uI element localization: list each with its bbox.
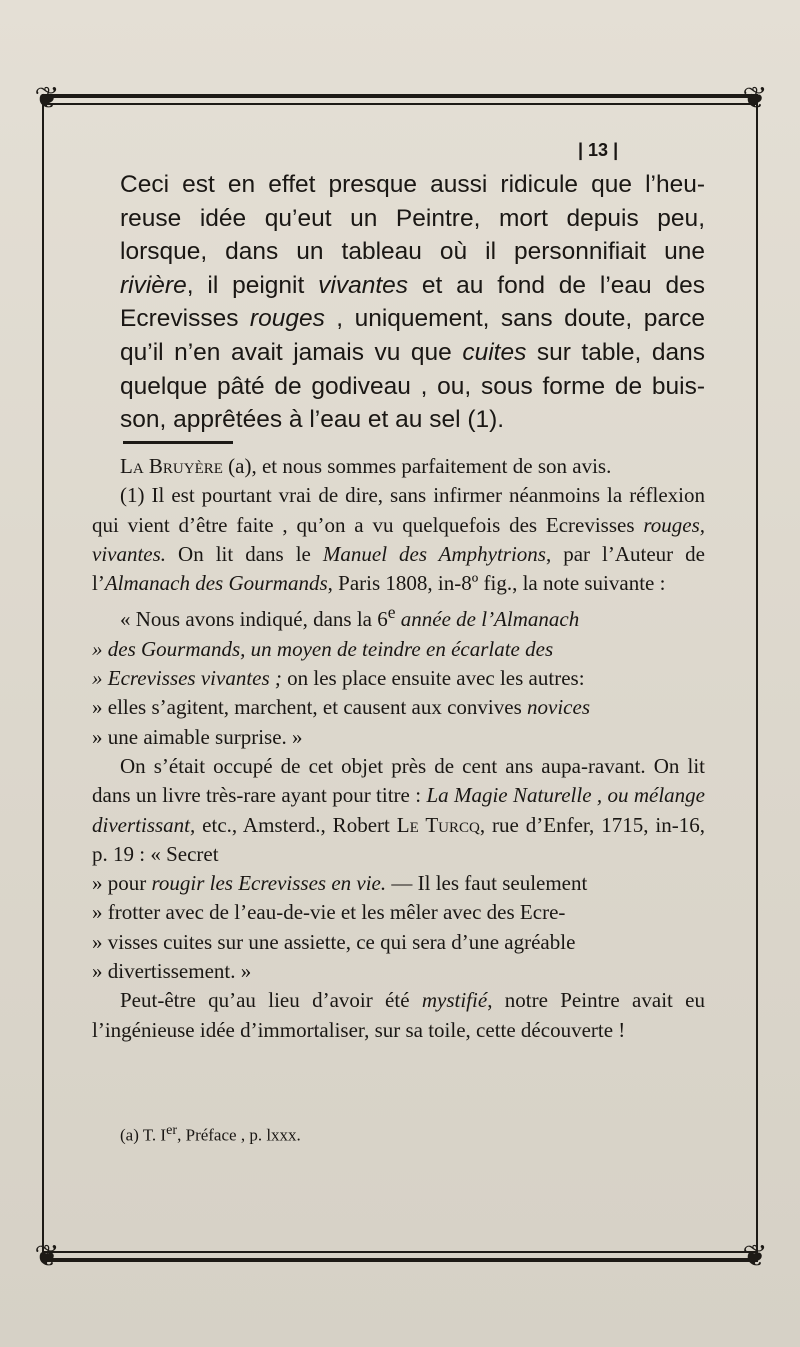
main-text-run: Ceci est en effet presque aussi ridicule que l’heu-reuse idée qu’eut un Peintre, mort depuis peu, lorsque, dans un tableau où il personnifiait une	[120, 171, 705, 266]
quote-text: — Il les faut seulement	[386, 871, 588, 896]
frame-top-rule-thin	[42, 103, 758, 105]
quote-text: » divertissement. »	[92, 959, 252, 984]
corner-ornament-icon: ❦	[742, 81, 768, 116]
book-title: La Magie Naturelle , ou mélange divertissant,	[92, 783, 706, 837]
note-emphasis: mystifié	[421, 988, 488, 1013]
notes-block	[92, 452, 705, 1045]
author-name: La Bruyère	[120, 454, 223, 478]
quote-emphasis: , un moyen de teindre en écarlate des	[240, 636, 554, 661]
main-paragraph	[120, 168, 705, 437]
quote-emphasis: rougir les Ecrevisses en vie.	[151, 871, 387, 896]
page-number: | 13 |	[578, 140, 619, 160]
footnote-text: (a) T. I	[120, 1125, 167, 1145]
quote-1	[92, 598, 705, 751]
frame-bottom-rule-thin	[42, 1251, 758, 1253]
main-emphasis: cuites	[462, 338, 527, 366]
main-emphasis: rivière	[120, 271, 187, 299]
quote-text: » elles s’agitent, marchent, et causent aux convives	[92, 695, 528, 720]
quote-emphasis: année de l’Almanach	[395, 607, 580, 632]
quote-emphasis: » des Gourmands	[92, 636, 241, 661]
frame-top-rule	[42, 94, 758, 98]
main-text-run: sur table, dans quelque pâté de godiveau , ou, sous forme de buis-son, apprêtées à l’eau et au sel (1).	[120, 338, 705, 434]
separator-rule	[123, 441, 233, 444]
frame-bottom-rule	[42, 1258, 758, 1262]
quote-sup: e	[387, 602, 396, 623]
frame-right-rule	[756, 95, 758, 1262]
main-text-run: , il peignit	[186, 271, 319, 299]
main-emphasis: rouges	[249, 305, 325, 333]
footnote	[120, 1119, 620, 1147]
note-text: , et nous sommes parfaitement de son avis.	[251, 454, 612, 478]
note-text: , notre Peintre avait eu l’ingénieuse idée d’immortaliser, sur sa toile, cette découverte !	[92, 988, 706, 1042]
corner-ornament-icon: ❦	[34, 1239, 60, 1274]
quote-emphasis: » Ecrevisses vivantes ;	[92, 666, 282, 691]
main-text-run: , uniquement, sans doute, parce qu’il n’en avait jamais vu que	[120, 305, 705, 366]
quote-text: on les place ensuite avec les autres:	[281, 666, 585, 691]
note-text: , Paris 1808, in-8º fig., la note suivante :	[327, 571, 666, 596]
page-number-value: 13	[588, 140, 609, 160]
note-la-bruyere	[92, 452, 705, 481]
main-emphasis: vivantes	[318, 271, 409, 299]
note-para-3	[92, 986, 705, 1045]
quote-text: » frotter avec de l’eau-de-vie et les mêler avec des Ecre-	[92, 900, 566, 925]
quote-emphasis: novices	[527, 695, 590, 720]
footnote-sup: er	[166, 1122, 178, 1138]
author-name: Le Turcq	[396, 812, 480, 837]
note-1	[92, 481, 705, 598]
note-text: , par l’Auteur de l’	[92, 541, 705, 596]
quote-text: » pour	[92, 871, 152, 896]
frame-left-rule	[42, 95, 44, 1262]
corner-ornament-icon: ❦	[742, 1239, 768, 1274]
note-text: On s’était occupé de cet objet près de cent ans aupa-ravant. On lit dans un livre très-rare ayant pour titre :	[92, 753, 705, 808]
note-text: , rue d’Enfer, 1715, in-16, p. 19 : « Secret	[92, 812, 705, 866]
footnote-ref: (a)	[222, 454, 252, 478]
note-text: On lit dans le	[166, 541, 323, 566]
quote-text: » visses cuites sur une assiette, ce qui sera d’une agréable	[92, 929, 576, 954]
note-text: etc., Amsterd., Robert	[195, 812, 397, 837]
book-title: Manuel des Amphytrions	[322, 541, 546, 566]
corner-ornament-icon: ❦	[34, 81, 60, 116]
note-emphasis: rouges, vivantes.	[92, 512, 705, 566]
note-para-2	[92, 752, 705, 986]
quote-text: » une aimable surprise. »	[92, 724, 303, 749]
main-text-run: et au fond de l’eau des Ecrevisses	[120, 271, 706, 333]
main-paragraph-text	[120, 168, 705, 437]
book-title: Almanach des Gourmands	[104, 571, 328, 596]
quote-text: « Nous avons indiqué, dans la 6	[120, 607, 388, 632]
note-text: (1) Il est pourtant vrai de dire, sans infirmer néanmoins la réflexion qui vient d’être faite , qu’on a vu quelquefois des Ecrevisses	[92, 483, 705, 537]
footnote-text: , Préface , p. lxxx.	[177, 1125, 301, 1145]
note-text: Peut-être qu’au lieu d’avoir été	[120, 988, 422, 1013]
